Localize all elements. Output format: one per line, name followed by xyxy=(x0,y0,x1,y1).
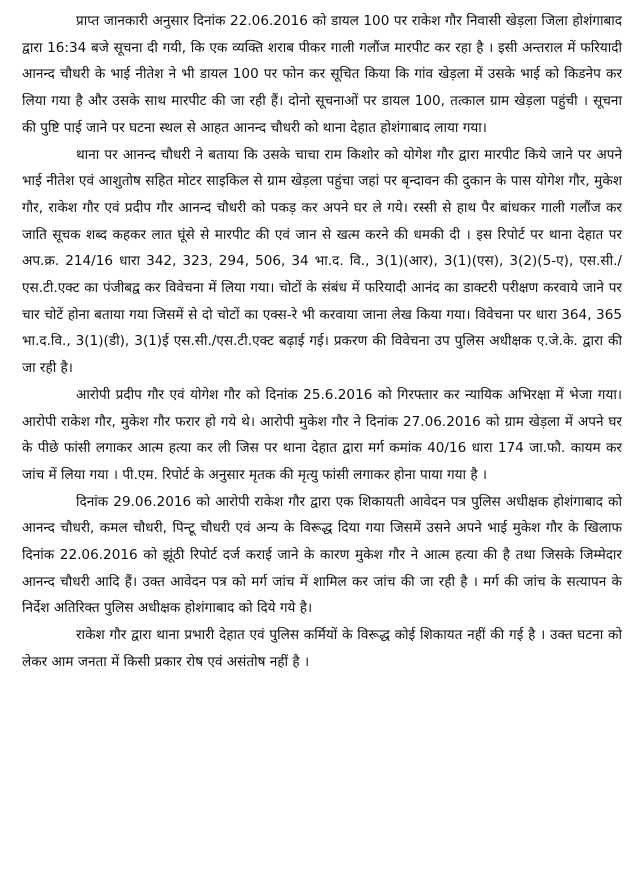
paragraph-dial100-report: प्राप्त जानकारी अनुसार दिनांक 22.06.2016 को डायल 100 पर राकेश गौर निवासी खेड़ला जिला होशंगाबाद द्वारा 16:34 बजे सूचना दी गयी, कि एक व्यक्ति शराब पीकर गाली गलौंज मारपीट कर रहा है । इसी अन्तराल में फरियादी आनन्द चौधरी के भाई नीतेश ने भी डायल 100 पर फोन कर सूचित किया कि गांव खेड़ला में उसके भाई को किडनेप कर लिया गया है और उसके साथ मारपीट की जा रही हैं। दोनो सूचनाओं पर डायल 100, तत्काल ग्राम खेड़ला पहुंची । सूचना की पुष्टि पाई जाने पर घटना स्थल से आहत आनन्द चौधरी को थाना देहात होशंगाबाद लाया गया। xyxy=(22,13,622,136)
paragraph-counter-complaint: दिनांक 29.06.2016 को आरोपी राकेश गौर द्वारा एक शिकायती आवेदन पत्र पुलिस अधीक्षक होशंगाबाद को आनन्द चौधरी, कमल चौधरी, पिन्टू चौधरी एवं अन्य के विरूद्ध दिया गया जिसमें उसने अपने भाई मुकेश गौर के खिलाफ दिनांक 22.06.2016 को झूंठी रिपोर्ट दर्ज कराई जाने के कारण मुकेश गौर ने आत्म हत्या की है तथा जिसके जिम्मेदार आनन्द चौधरी आदि हैं। उक्त आवेदन पत्र को मर्ग जांच में शामिल कर जांच की जा रही है । मर्ग की जांच के सत्यापन के निर्देश अतिरिक्त पुलिस अधीक्षक होशंगाबाद को दिये गये है। xyxy=(22,493,622,617)
paragraph-complainant-statement: थाना पर आनन्द चौधरी ने बताया कि उसके चाचा राम किशोर को योगेश गौर द्वारा मारपीट किये जाने पर अपने भाई नीतेश एवं आशुतोष सहित मोटर साइकिल से ग्राम खेड़ला पहुंचा जहां पर बृन्दावन की दुकान के पास योगेश गौर, मुकेश गौर, राकेश गौर एवं प्रदीप गौर आनन्द चौधरी को पकड़ कर अपने घर ले गये। रस्सी से हाथ पैर बांधकर गाली गलौंज कर जाति सूचक शब्द कहकर लात घूंसे से मारपीट की एवं जान से खत्म करने की धमकी दी । इस रिपोर्ट पर थाना देहात पर अप.क्र. 214/16 धारा 342, 323, 294, 506, 34 भा.द. वि., 3(1)(आर), 3(1)(एस), 3(2)(5-ए), एस.सी./एस.टी.एक्ट का पंजीबद्व कर विवेचना में लिया गया। चोटों के संबंध में फरियादी आनंद का डाक्टरी परीक्षण करवाये जाने पर चार चोटें होना बताया गया जिसमें से दो चोटों का एक्स-रे भी करवाया जाना लेख किया गया। विवेचना पर धारा 364, 365 भा.द.वि., 3(1)(डी), 3(1)ई एस.सी./एस.टी.एक्ट बढ़ाई गई। प्रकरण की विवेचना उप पुलिस अधीक्षक ए.जे.के. द्वारा की जा रही है। xyxy=(22,146,622,377)
paragraph-closing-remarks: राकेश गौर द्वारा थाना प्रभारी देहात एवं पुलिस कर्मियों के विरूद्ध कोई शिकायत नहीं की गई है । उक्त घटना को लेकर आम जनता में किसी प्रकार रोष एवं असंतोष नहीं है । xyxy=(22,627,622,670)
document-body xyxy=(22,8,622,676)
paragraph-arrests-and-suicide: आरोपी प्रदीप गौर एवं योगेश गौर को दिनांक 25.6.2016 को गिरफ्तार कर न्यायिक अभिरक्षा में भेजा गया। आरोपी राकेश गौर, मुकेश गौर फरार हो गये थे। आरोपी मुकेश गौर ने दिनांक 27.06.2016 को ग्राम खेड़ला में अपने घर के पीछे फांसी लगाकर आत्म हत्या कर ली जिस पर थाना देहात द्वारा मर्ग कमांक 40/16 धारा 174 जा.फौ. कायम कर जांच में लिया गया । पी.एम. रिपोर्ट के अनुसार मृतक की मृत्यु फांसी लगाकर होना पाया गया है । xyxy=(22,386,622,483)
